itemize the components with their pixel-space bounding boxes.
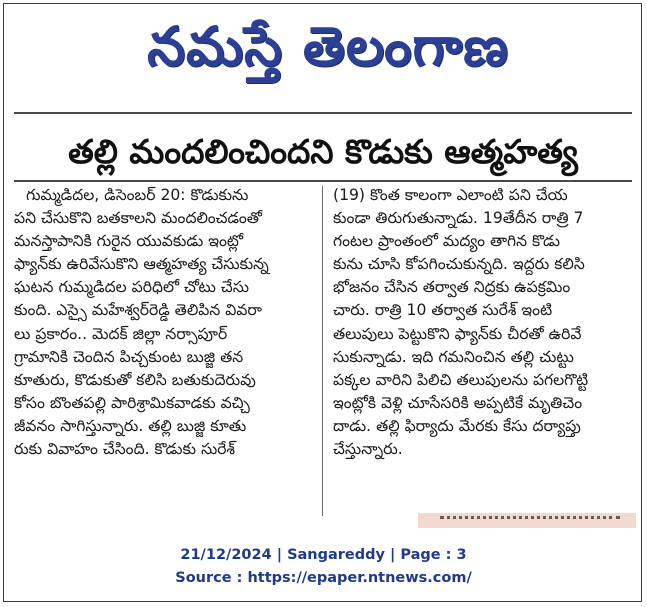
text-line: కోసం బొంతపల్లి పారిశ్రామికవాడకు వచ్చి [14,393,250,412]
newspaper-clipping [10,8,636,528]
text-line: భోజనం చేసిన తర్వాత నిద్రకు ఉపక్రమిం [333,278,571,297]
text-line: ఇంట్లోకి వెళ్లి చూసేసరికి అప్పటికే మృతిచెం [333,393,583,412]
text-line: రుకు వివాహం చేసింది. కొడుకు సురేశ్ [14,440,236,459]
text-line: (19) కొంత కాలంగా ఎలాంటి పని చేయ [333,186,568,204]
text-line: తలుపులు పెట్టుకొని ఫ్యాన్‌కు చీరతో ఉరివే [333,324,582,343]
masthead-logo: నమస్తే తెలంగాణ [147,15,509,78]
text-line: చారు. రాత్రి 10 తర్వాత సురేశ్ ఇంటి [333,301,553,320]
text-line: కును చూసి కోపగించుకున్నది. ఇద్దరు కలిసి [333,255,585,274]
text-line: పని చేసుకొని బతకాలని మందలించడంతో [14,209,262,228]
article-column-left [14,184,309,461]
text-line: గంటల ప్రాంతంలో మద్యం తాగిన కొడు [333,232,560,251]
text-line: మనస్తాపానికి గురైన యువకుడు ఇంట్లో [14,232,244,251]
publication-info: 21/12/2024 | Sangareddy | Page : 3 [180,547,467,563]
text-line: జీవనం సాగిస్తున్నారు. తల్లి బుజ్జి కూతు [14,416,247,435]
text-line: దాడు. తల్లి ఫిర్యాదు మేరకు కేసు దర్యాప్తు [333,416,581,435]
article-headline: తల్లి మందలించిందని కొడుకు ఆత్మహత్య [68,132,578,171]
text-line: లు ప్రకారం.. మెదక్ జిల్లా నర్సాపూర్ [14,324,228,343]
divider-top [14,112,632,114]
column-divider [322,186,323,516]
divider-bottom [14,180,632,182]
text-line: కుండా తిరుగుతున్నాడు. 19తేదీన రాత్రి 7 [333,209,584,228]
text-line: గుమ్మడిదల, డిసెంబర్ 20: కొడుకును [26,186,249,204]
text-line: గ్రామానికి చెందిన పిచ్చకుంట బుజ్జి తన [14,347,244,366]
text-line: సుకున్నాడు. ఇది గమనించిన తల్లి చుట్టు [333,347,574,366]
text-line: ఘటన గుమ్మడిదల పరిధిలో చోటు చేసు [14,278,250,297]
text-line: ఫ్యాన్‌కు ఉరివేసుకొని ఆత్మహత్య చేసుకున్న [14,255,269,274]
source-link[interactable]: Source : https://epaper.ntnews.com/ [175,570,472,586]
text-line: కుంది. ఎస్సై మహేశ్వర్‌రెడ్డి తెలిపిన వివరా [14,301,263,320]
text-line: పక్కల వారిని పిలిచి తలుపులను పగలగొట్టి [333,370,589,389]
text-line: కూతురు, కొడుకుతో కలిసి బతుకుదెరువు [14,370,256,389]
article-column-right [333,184,628,461]
text-line: చేస్తున్నారు. [333,440,403,459]
next-article-text-fragment [440,516,620,528]
